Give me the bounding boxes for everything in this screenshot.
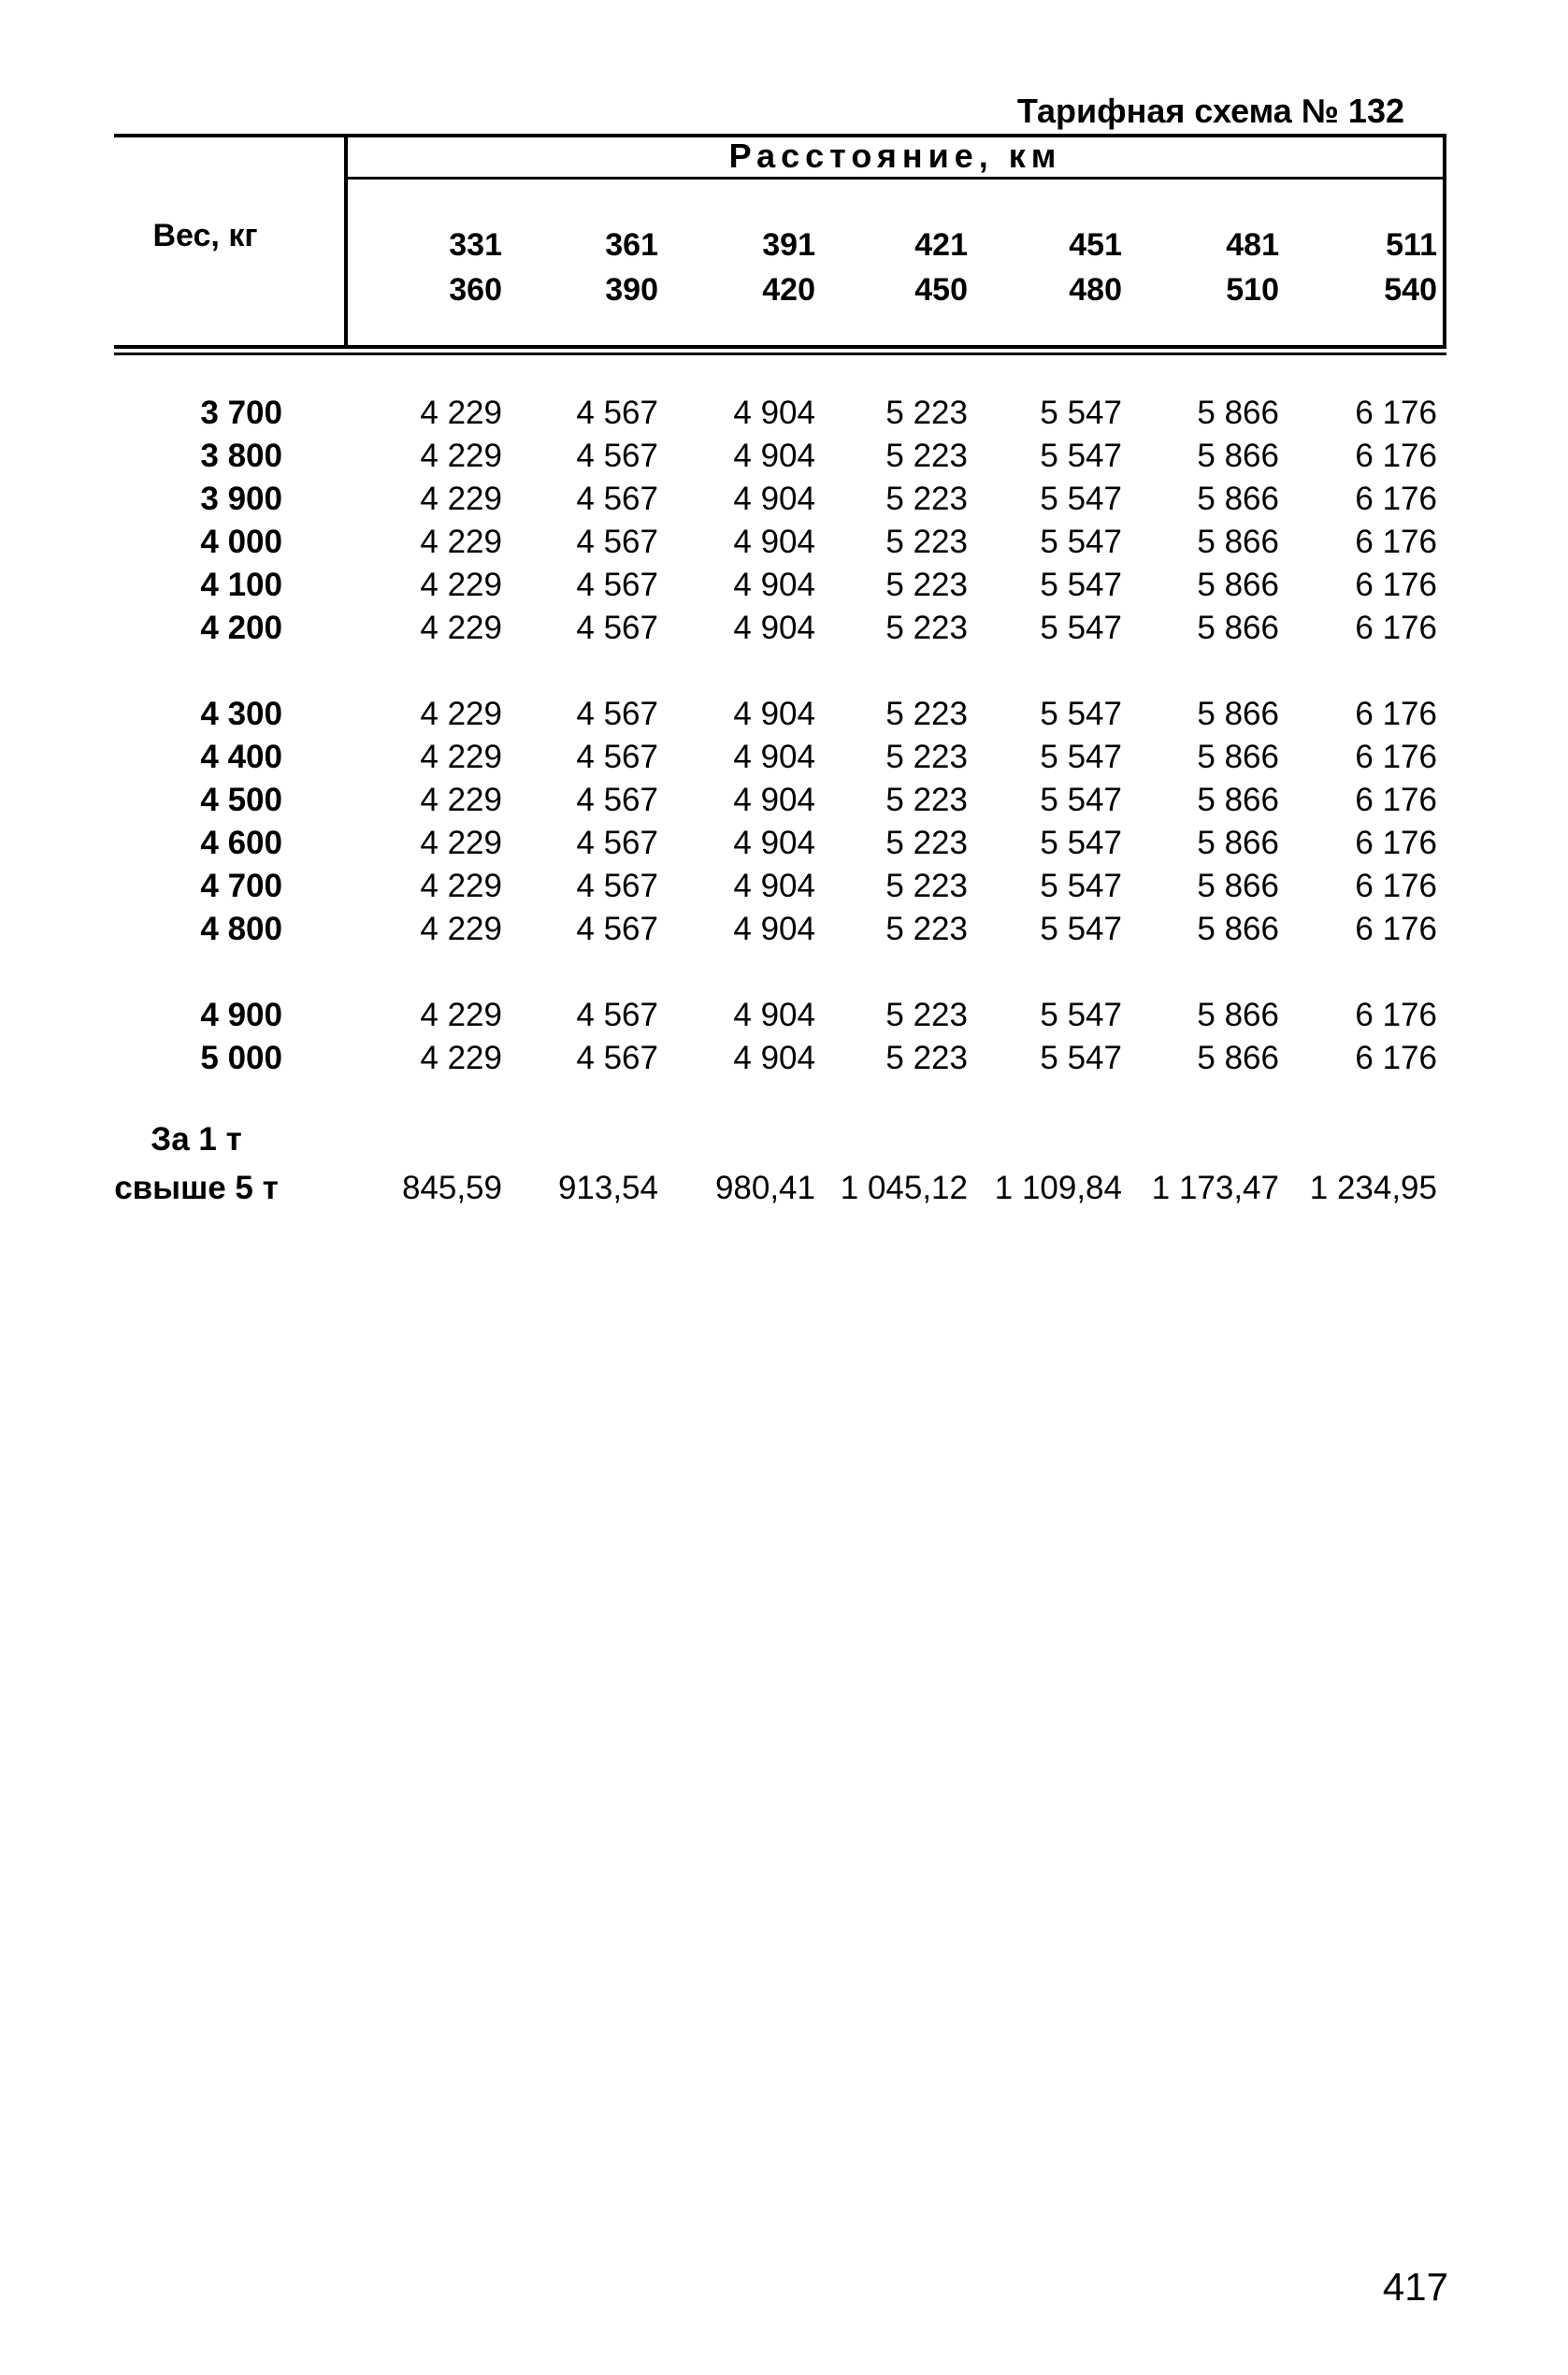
tariff-cell: 4 567: [576, 825, 658, 861]
tariff-cell: 4 904: [733, 782, 815, 818]
tariff-cell: 4 229: [420, 524, 502, 560]
tariff-cell: 5 223: [885, 739, 968, 775]
table-row: [0, 693, 1568, 736]
tariff-cell: 5 547: [1040, 782, 1122, 818]
tariff-cell: 6 176: [1355, 567, 1437, 603]
tariff-cell: 5 223: [885, 524, 968, 560]
tariff-cell: 5 866: [1197, 610, 1279, 646]
page-number: 417: [1382, 2265, 1448, 2309]
tariff-cell: 5 223: [885, 567, 968, 603]
range-to: 420: [762, 272, 815, 308]
tariff-cell: 5 866: [1197, 911, 1279, 947]
tariff-cell: 4 229: [420, 696, 502, 732]
tariff-cell: 5 223: [885, 395, 968, 431]
per-ton-row: [0, 1167, 1568, 1210]
tariff-cell: 5 223: [885, 782, 968, 818]
tariff-cell: 5 547: [1040, 1040, 1122, 1076]
tariff-cell: 5 547: [1040, 696, 1122, 732]
per-ton-label-line2: свыше 5 т: [114, 1170, 279, 1206]
weight-cell: 3 700: [200, 395, 282, 431]
range-to: 390: [605, 272, 658, 308]
tariff-cell: 4 229: [420, 782, 502, 818]
range-to: 450: [914, 272, 968, 308]
range-from: 481: [1226, 227, 1279, 263]
table-row: [0, 822, 1568, 865]
weight-cell: 4 900: [200, 997, 282, 1033]
tariff-cell: 5 547: [1040, 438, 1122, 474]
weight-cell: 3 900: [200, 481, 282, 517]
tariff-cell: 6 176: [1355, 481, 1437, 517]
tariff-cell: 5 547: [1040, 567, 1122, 603]
range-from: 421: [914, 227, 968, 263]
tariff-cell: 5 547: [1040, 825, 1122, 861]
tariff-cell: 5 866: [1197, 997, 1279, 1033]
tariff-cell: 5 223: [885, 911, 968, 947]
tariff-cell: 5 547: [1040, 739, 1122, 775]
per-ton-cell: 845,59: [401, 1170, 502, 1206]
tariff-cell: 6 176: [1355, 395, 1437, 431]
weight-column-header: Вес, кг: [152, 218, 258, 253]
tariff-cell: 4 904: [733, 524, 815, 560]
weight-cell: 5 000: [200, 1040, 282, 1076]
table-row: [0, 865, 1568, 908]
tariff-cell: 6 176: [1355, 696, 1437, 732]
tariff-cell: 4 567: [576, 696, 658, 732]
tariff-cell: 4 567: [576, 438, 658, 474]
tariff-cell: 5 223: [885, 997, 968, 1033]
weight-cell: 4 600: [200, 825, 282, 861]
tariff-cell: 6 176: [1355, 825, 1437, 861]
tariff-cell: 4 229: [420, 395, 502, 431]
distance-range-3: [684, 223, 815, 312]
tariff-cell: 4 567: [576, 1040, 658, 1076]
tariff-cell: 6 176: [1355, 997, 1437, 1033]
tariff-cell: 5 547: [1040, 997, 1122, 1033]
tariff-cell: 5 223: [885, 825, 968, 861]
tariff-cell: 4 229: [420, 567, 502, 603]
scheme-title: Тарифная схема № 132: [1016, 92, 1404, 130]
range-from: 361: [605, 227, 658, 263]
weight-cell: 4 500: [200, 782, 282, 818]
range-to: 480: [1069, 272, 1122, 308]
tariff-cell: 4 904: [733, 997, 815, 1033]
weight-cell: 4 300: [200, 696, 282, 732]
weight-cell: 4 200: [200, 610, 282, 646]
tariff-cell: 6 176: [1355, 438, 1437, 474]
weight-cell: 4 100: [200, 567, 282, 603]
tariff-cell: 5 223: [885, 481, 968, 517]
tariff-cell: 5 866: [1197, 395, 1279, 431]
range-from: 451: [1069, 227, 1122, 263]
tariff-cell: 4 904: [733, 567, 815, 603]
table-row: [0, 736, 1568, 779]
distance-range-6: [1148, 223, 1279, 312]
distance-range-5: [991, 223, 1122, 312]
tariff-cell: 5 866: [1197, 868, 1279, 904]
range-to: 510: [1226, 272, 1279, 308]
range-from: 391: [762, 227, 815, 263]
tariff-cell: 4 567: [576, 782, 658, 818]
table-row: [0, 435, 1568, 478]
tariff-cell: 5 547: [1040, 395, 1122, 431]
tariff-cell: 4 904: [733, 610, 815, 646]
per-ton-cell: 1 234,95: [1309, 1170, 1437, 1206]
table-row: [0, 521, 1568, 564]
tariff-cell: 4 229: [420, 1040, 502, 1076]
tariff-cell: 4 567: [576, 481, 658, 517]
tariff-cell: 4 904: [733, 825, 815, 861]
tariff-cell: 4 904: [733, 868, 815, 904]
tariff-cell: 5 547: [1040, 610, 1122, 646]
distance-range-1: [371, 223, 502, 312]
tariff-cell: 4 567: [576, 395, 658, 431]
weight-cell: 4 800: [200, 911, 282, 947]
per-ton-cell: 1 045,12: [840, 1170, 968, 1206]
tariff-cell: 4 904: [733, 911, 815, 947]
tariff-cell: 4 229: [420, 739, 502, 775]
tariff-cell: 4 904: [733, 395, 815, 431]
tariff-cell: 5 866: [1197, 825, 1279, 861]
table-row: [0, 1037, 1568, 1080]
tariff-cell: 4 229: [420, 997, 502, 1033]
tariff-cell: 4 904: [733, 739, 815, 775]
distance-column-header: Расстояние, км: [728, 137, 1062, 175]
tariff-cell: 6 176: [1355, 782, 1437, 818]
tariff-cell: 6 176: [1355, 610, 1437, 646]
table-row: [0, 908, 1568, 951]
weight-cell: 3 800: [200, 438, 282, 474]
tariff-cell: 6 176: [1355, 911, 1437, 947]
tariff-cell: 4 229: [420, 610, 502, 646]
tariff-cell: 6 176: [1355, 1040, 1437, 1076]
tariff-cell: 5 866: [1197, 481, 1279, 517]
tariff-cell: 4 567: [576, 567, 658, 603]
tariff-cell: 5 866: [1197, 524, 1279, 560]
weight-cell: 4 000: [200, 524, 282, 560]
tariff-cell: 4 229: [420, 825, 502, 861]
tariff-cell: 5 223: [885, 610, 968, 646]
tariff-cell: 5 866: [1197, 567, 1279, 603]
tariff-cell: 6 176: [1355, 739, 1437, 775]
tariff-cell: 4 567: [576, 524, 658, 560]
range-to: 540: [1384, 272, 1437, 308]
tariff-cell: 5 223: [885, 438, 968, 474]
weight-cell: 4 400: [200, 739, 282, 775]
table-row: [0, 478, 1568, 521]
tariff-cell: 4 567: [576, 868, 658, 904]
tariff-cell: 4 904: [733, 481, 815, 517]
tariff-cell: 5 223: [885, 696, 968, 732]
per-ton-label-line1: За 1 т: [151, 1121, 242, 1158]
tariff-cell: 4 229: [420, 911, 502, 947]
table-row: [0, 607, 1568, 650]
header-distance-rule: [344, 177, 1446, 180]
tariff-cell: 4 904: [733, 1040, 815, 1076]
per-ton-cell: 980,41: [714, 1170, 815, 1206]
tariff-cell: 4 904: [733, 696, 815, 732]
range-from: 331: [449, 227, 502, 263]
table-row: [0, 994, 1568, 1037]
tariff-cell: 5 223: [885, 868, 968, 904]
tariff-cell: 5 547: [1040, 911, 1122, 947]
distance-range-4: [837, 223, 968, 312]
distance-range-7: [1306, 223, 1437, 312]
range-from: 511: [1386, 227, 1437, 263]
tariff-cell: 4 229: [420, 868, 502, 904]
weight-cell: 4 700: [200, 868, 282, 904]
header-bottom-rule: [114, 345, 1446, 349]
tariff-cell: 5 547: [1040, 481, 1122, 517]
tariff-cell: 6 176: [1355, 868, 1437, 904]
per-ton-cell: 1 173,47: [1151, 1170, 1279, 1206]
tariff-cell: 6 176: [1355, 524, 1437, 560]
tariff-cell: 4 229: [420, 481, 502, 517]
tariff-cell: 4 229: [420, 438, 502, 474]
tariff-cell: 5 866: [1197, 438, 1279, 474]
tariff-cell: 5 547: [1040, 868, 1122, 904]
range-to: 360: [449, 272, 502, 308]
table-header: [114, 134, 1446, 347]
tariff-cell: 5 223: [885, 1040, 968, 1076]
per-ton-cell: 1 109,84: [994, 1170, 1122, 1206]
tariff-cell: 5 866: [1197, 696, 1279, 732]
table-row: [0, 392, 1568, 435]
table-row: [0, 564, 1568, 607]
table-row: [0, 779, 1568, 822]
tariff-cell: 4 567: [576, 911, 658, 947]
tariff-cell: 4 567: [576, 739, 658, 775]
tariff-cell: 5 547: [1040, 524, 1122, 560]
tariff-cell: 4 904: [733, 438, 815, 474]
tariff-cell: 4 567: [576, 997, 658, 1033]
per-ton-cell: 913,54: [557, 1170, 658, 1206]
tariff-cell: 5 866: [1197, 739, 1279, 775]
distance-range-2: [527, 223, 658, 312]
header-bottom-rule-double: [114, 353, 1446, 355]
tariff-cell: 5 866: [1197, 782, 1279, 818]
tariff-cell: 4 567: [576, 610, 658, 646]
tariff-cell: 5 866: [1197, 1040, 1279, 1076]
